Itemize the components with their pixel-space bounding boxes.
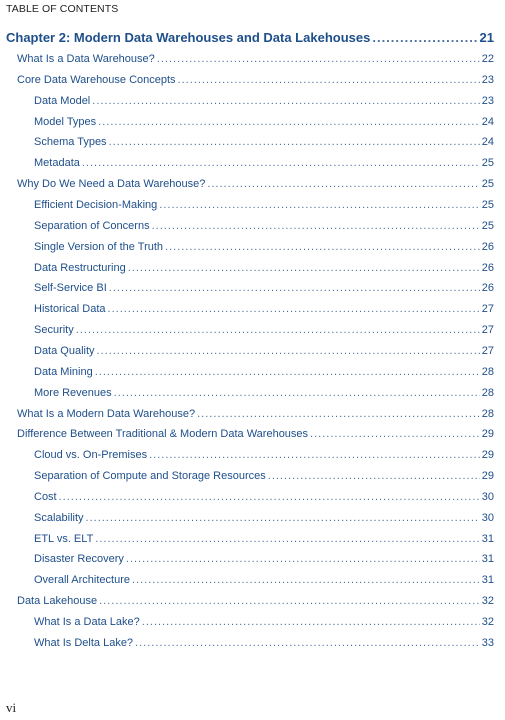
- toc-entry-title: More Revenues: [34, 386, 112, 399]
- toc-entry-title: Data Restructuring: [34, 261, 126, 274]
- toc-entry[interactable]: [34, 491, 494, 503]
- toc-entry-title: Efficient Decision-Making: [34, 199, 158, 211]
- toc-entry[interactable]: [17, 53, 494, 65]
- toc-entry-title: Historical Data: [34, 303, 106, 316]
- toc-entry-title: Model Types: [34, 115, 97, 128]
- toc-entry-title: Separation of Compute and Storage Resources: [34, 470, 266, 482]
- dot-leader: [82, 157, 480, 169]
- dot-leader: [109, 136, 480, 148]
- dot-leader: [142, 616, 480, 628]
- toc-entry-page: 29: [481, 449, 494, 462]
- dot-leader: [310, 428, 480, 440]
- toc-entry-page: 27: [481, 324, 494, 337]
- toc-entry-title: Chapter 2: Modern Data Warehouses and Data Lakehouses: [6, 30, 371, 45]
- toc-entry[interactable]: [34, 512, 494, 524]
- toc-entry-page: 30: [481, 490, 494, 503]
- toc-entry-title: Disaster Recovery: [34, 553, 124, 566]
- toc-entry-title: Data Model: [34, 94, 91, 107]
- dot-leader: [268, 470, 480, 482]
- dot-leader: [165, 241, 480, 253]
- toc-entry[interactable]: [34, 303, 494, 315]
- toc-entry-page: 26: [481, 261, 494, 274]
- toc-entry-title: Data Mining: [34, 365, 93, 378]
- dot-leader: [157, 53, 480, 65]
- dot-leader: [59, 491, 480, 503]
- toc-entry[interactable]: [34, 345, 494, 357]
- dot-leader: [95, 533, 479, 545]
- toc-entry[interactable]: [34, 262, 494, 274]
- toc-entry-page: 28: [481, 386, 494, 399]
- toc-entry-page: 25: [481, 219, 494, 232]
- toc-entry-page: 25: [481, 178, 494, 191]
- toc-entry[interactable]: [34, 449, 494, 461]
- toc-entry-page: 24: [481, 136, 494, 149]
- toc-entry-title: Single Version of the Truth: [34, 240, 164, 253]
- toc-entry[interactable]: [34, 157, 494, 169]
- toc-entry-page: 27: [481, 344, 494, 357]
- dot-leader: [128, 262, 480, 274]
- dot-leader: [152, 220, 480, 232]
- toc-entry-page: 28: [481, 407, 494, 420]
- toc-entry[interactable]: [34, 116, 494, 128]
- running-header: TABLE OF CONTENTS: [6, 3, 119, 15]
- toc-entry[interactable]: [34, 220, 494, 232]
- toc-entry-page: 22: [481, 53, 494, 65]
- toc-entry-page: 26: [481, 240, 494, 253]
- toc-entry[interactable]: [34, 136, 494, 148]
- toc-entry[interactable]: [34, 282, 494, 294]
- toc-entry-page: 26: [481, 282, 494, 295]
- dot-leader: [178, 74, 480, 86]
- toc-entry[interactable]: [17, 428, 494, 440]
- toc-entry[interactable]: [34, 553, 494, 565]
- toc-entry[interactable]: [17, 408, 494, 420]
- toc-entry[interactable]: [34, 366, 494, 378]
- dot-leader: [97, 345, 480, 357]
- dot-leader: [132, 574, 480, 586]
- dot-leader: [99, 595, 480, 607]
- toc-entry-page: 25: [481, 157, 494, 170]
- dot-leader: [149, 449, 480, 461]
- dot-leader: [197, 408, 480, 420]
- toc-entry[interactable]: [34, 241, 494, 253]
- toc-entry-title: Scalability: [34, 511, 84, 524]
- dot-leader: [159, 199, 479, 211]
- dot-leader: [372, 30, 477, 45]
- toc-entry-title: Self-Service BI: [34, 282, 107, 295]
- toc-entry-title: Data Quality: [34, 344, 95, 357]
- dot-leader: [109, 282, 480, 294]
- toc-entry-title: Metadata: [34, 157, 80, 170]
- toc-entry-page: 23: [481, 94, 494, 107]
- toc-entry[interactable]: [34, 533, 494, 545]
- toc-entry[interactable]: [34, 324, 494, 336]
- toc-entry[interactable]: [34, 470, 494, 482]
- dot-leader: [76, 324, 480, 336]
- toc-entry-title: Overall Architecture: [34, 574, 130, 587]
- toc-entry-title: Schema Types: [34, 136, 107, 149]
- toc-entry-page: 27: [481, 303, 494, 316]
- toc-entry-page: 29: [481, 428, 494, 441]
- toc-entry[interactable]: [34, 199, 494, 211]
- dot-leader: [98, 116, 480, 128]
- toc-entry-title: Cloud vs. On-Premises: [34, 449, 148, 462]
- toc-entry-page: 24: [481, 115, 494, 128]
- toc-chapter-entry[interactable]: [6, 30, 494, 45]
- toc-entry-page: 30: [481, 511, 494, 524]
- toc-entry-title: What Is a Modern Data Warehouse?: [17, 407, 196, 420]
- toc-entry-page: 31: [481, 574, 494, 587]
- toc-entry-title: What Is Delta Lake?: [34, 636, 134, 649]
- dot-leader: [114, 387, 480, 399]
- toc-entry-title: Difference Between Traditional & Modern Data Warehouses: [17, 428, 309, 441]
- toc-entry-page: 29: [481, 470, 494, 482]
- dot-leader: [92, 95, 479, 107]
- toc-entry-title: Separation of Concerns: [34, 219, 150, 232]
- toc-entry-page: 31: [481, 553, 494, 566]
- toc-entry-title: Why Do We Need a Data Warehouse?: [17, 178, 206, 191]
- toc-entry-title: Core Data Warehouse Concepts: [17, 73, 176, 86]
- toc-entry[interactable]: [17, 74, 494, 86]
- dot-leader: [108, 303, 480, 315]
- toc-entry-title: Security: [34, 324, 74, 337]
- page-number: vi: [6, 700, 17, 715]
- toc-entry[interactable]: [17, 595, 494, 607]
- toc-entry-page: 33: [481, 636, 494, 649]
- toc-entry-page: 23: [481, 73, 494, 86]
- toc-entry[interactable]: [17, 178, 494, 190]
- toc-entry-page: 32: [481, 595, 494, 608]
- toc-entry[interactable]: [34, 574, 494, 586]
- toc-entry-page: 31: [481, 532, 494, 545]
- toc-entry[interactable]: [34, 616, 494, 628]
- toc-entry[interactable]: [34, 387, 494, 399]
- dot-leader: [135, 637, 480, 649]
- toc-entry[interactable]: [34, 95, 494, 107]
- dot-leader: [86, 512, 480, 524]
- toc-entry-title: Cost: [34, 490, 57, 503]
- toc-entry[interactable]: [34, 637, 494, 649]
- toc-entry-page: 28: [481, 365, 494, 378]
- toc-entry-title: What Is a Data Lake?: [34, 616, 140, 628]
- toc-entry-title: What Is a Data Warehouse?: [17, 53, 155, 65]
- toc-entry-page: 32: [481, 616, 494, 628]
- dot-leader: [207, 178, 479, 190]
- dot-leader: [95, 366, 480, 378]
- dot-leader: [126, 553, 480, 565]
- toc-entry-page: 25: [481, 199, 494, 211]
- toc-entry-title: Data Lakehouse: [17, 595, 98, 608]
- toc-entry-title: ETL vs. ELT: [34, 532, 94, 545]
- toc-entry-page: 21: [479, 30, 494, 45]
